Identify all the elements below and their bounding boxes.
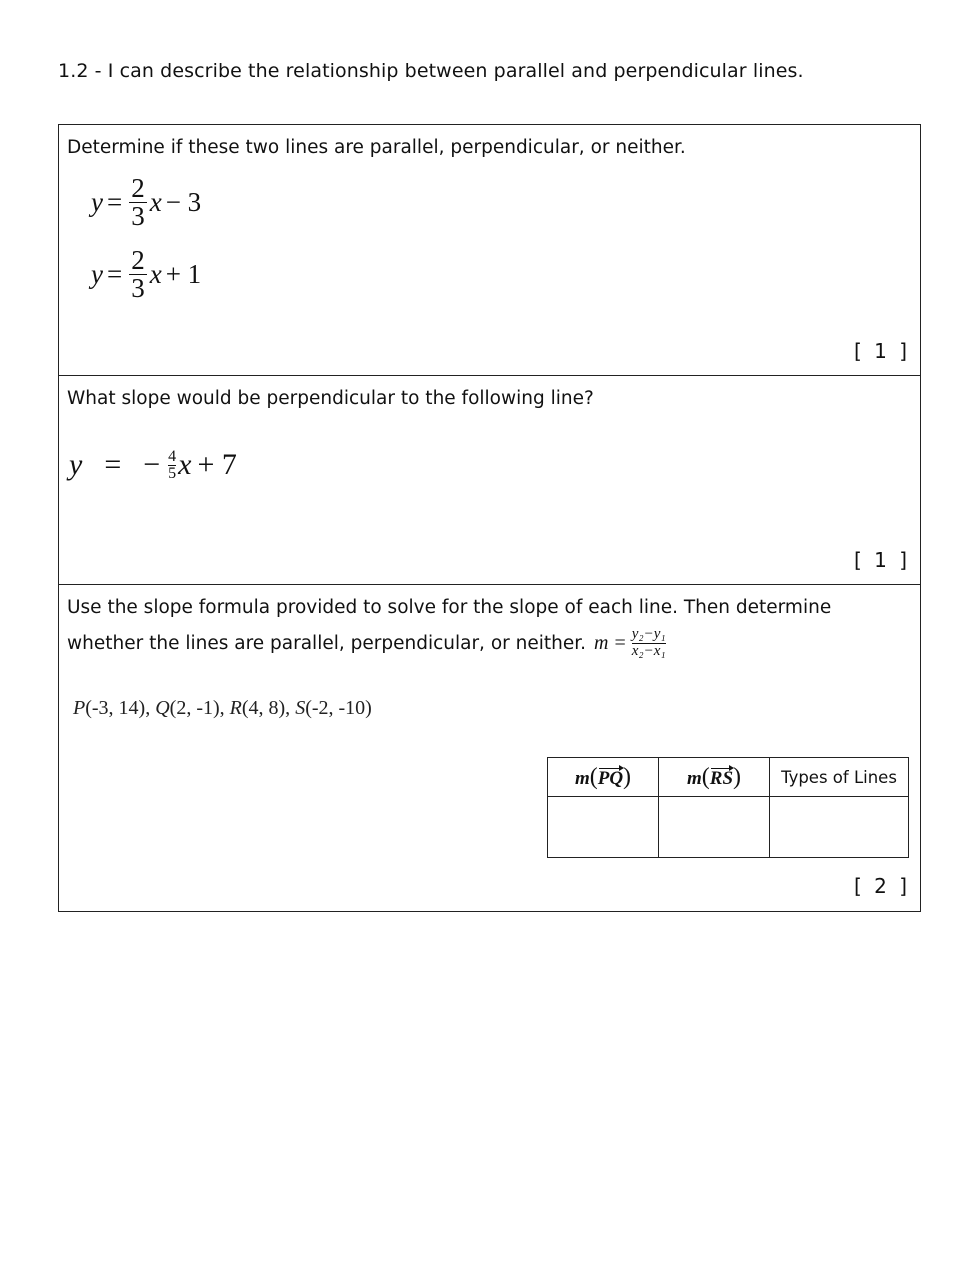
eq1-constant: − 3 [165,187,202,217]
pe-sign: − [143,448,161,481]
equation-2 [91,247,201,302]
eq2-constant: + 1 [165,259,202,289]
eq2-equals: = [106,259,123,289]
perpendicular-equation [69,448,237,482]
answer-table-row [548,797,909,858]
answer-table-header [548,758,909,797]
pe-variable: x [178,448,192,481]
point-p-label: P [73,697,86,719]
eq2-numerator: 2 [131,245,145,275]
pe-numerator: 4 [168,447,177,465]
question-1-score: [ 1 ] [853,339,910,363]
header-types-of-lines-label: Types of Lines [781,767,897,787]
point-r-coords: (4, 8), [241,697,291,719]
header-pq-m: m [574,767,590,789]
answer-types-of-lines-cell[interactable] [770,797,909,858]
eq2-denominator: 3 [131,273,145,303]
eq1-numerator: 2 [131,173,145,203]
page-heading: 1.2 - I can describe the relationship between parallel and perpendicular lines. [58,60,804,82]
question-3-prompt-line-2 [67,627,666,660]
eq2-variable: x [149,259,162,289]
question-2 [59,376,920,585]
header-types-of-lines [770,758,909,797]
given-points [73,697,372,720]
question-1-prompt: Determine if these two lines are parallel, perpendicular, or neither. [67,137,686,158]
point-q-label: Q [155,697,170,719]
point-q-coords: (2, -1), [169,697,225,719]
question-3-prompt-text: whether the lines are parallel, perpendicular, or neither. [67,632,587,654]
pe-constant: + 7 [197,448,237,481]
header-slope-rs: m(RS) [659,758,770,797]
pe-fraction [168,449,176,482]
pe-equals: = [104,448,122,481]
point-p-coords: (-3, 14), [85,697,151,719]
header-rs-m: m [686,767,702,789]
eq1-lhs: y [91,187,103,217]
pe-lhs: y [69,448,83,481]
header-rs-segment: RS [709,767,734,789]
slope-formula-denominator: x₂−x₁ [631,642,666,659]
pe-denominator: 5 [168,464,177,482]
header-slope-pq: m(PQ) [548,758,659,797]
answer-table [547,757,909,858]
question-3-prompt-line-1: Use the slope formula provided to solve for the slope of each line. Then determine [67,597,832,618]
answer-slope-rs-cell[interactable] [659,797,770,858]
header-pq-segment: PQ [597,767,624,789]
eq1-fraction [129,175,147,230]
question-2-prompt: What slope would be perpendicular to the following line? [67,388,594,409]
slope-formula-numerator: y₂−y₁ [631,626,666,642]
question-2-score: [ 1 ] [853,548,910,572]
eq1-variable: x [149,187,162,217]
eq1-equals: = [106,187,123,217]
eq2-lhs: y [91,259,103,289]
question-1 [59,125,920,376]
answer-slope-pq-cell[interactable] [548,797,659,858]
point-r-label: R [229,697,242,719]
slope-formula-m: m [594,631,609,654]
slope-formula [594,627,666,660]
equation-1 [91,175,201,230]
question-3-score: [ 2 ] [853,874,910,898]
eq1-denominator: 3 [131,201,145,231]
point-s-coords: (-2, -10) [305,697,372,719]
question-3 [59,585,920,911]
slope-formula-equals: = [614,631,626,654]
questions-table [58,124,921,912]
slope-formula-fraction [632,627,666,660]
point-s-label: S [295,697,306,719]
eq2-fraction [129,247,147,302]
